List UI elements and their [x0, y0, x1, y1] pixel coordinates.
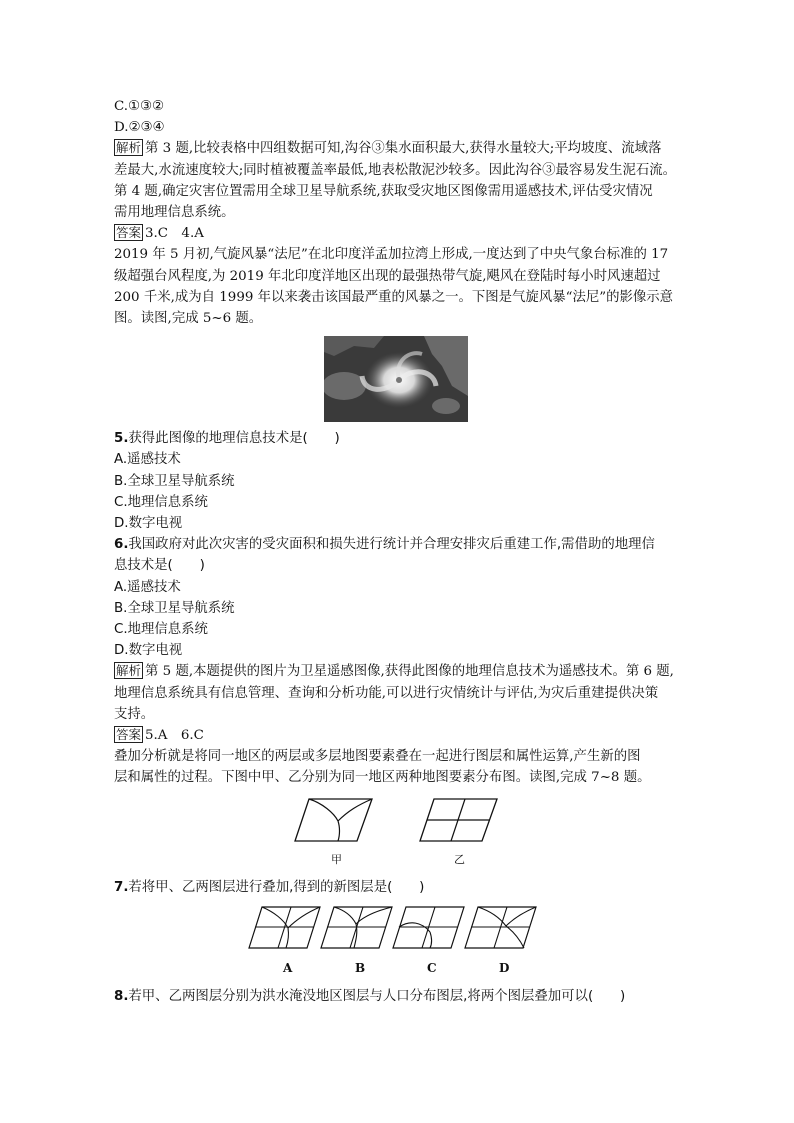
q5-option-b[interactable]: B.全球卫星导航系统: [114, 473, 235, 489]
q7-label-b: B: [355, 960, 366, 975]
q6-stem-line-2: 息技术是( ): [114, 558, 205, 574]
analysis-34-line-4: 需用地理信息系统。: [114, 205, 235, 221]
q7-label-a: A: [283, 960, 293, 975]
q7-label-d: D: [499, 960, 510, 975]
document-page: [114, 96, 694, 1007]
intro-56-line-3: 200 千米,成为自 1999 年以来袭击该国最严重的风暴之一。下图是气旋风暴“法尼”的影像示意: [114, 289, 674, 305]
q6-option-d[interactable]: D.数字电视: [114, 643, 183, 659]
intro-78-line-1: 叠加分析就是将同一地区的两层或多层地图要素叠在一起进行图层和属性运算,产生新的图: [114, 749, 641, 765]
analysis-34-line-3: 第 4 题,确定灾害位置需用全球卫星导航系统,获取受灾地区图像需用遥感技术,评估受灾情况: [114, 183, 653, 199]
q7-options-figures: [114, 904, 694, 984]
intro-78-line-2: 层和属性的过程。下图中甲、乙分别为同一地区两种地图要素分布图。读图,完成 7~8 题。: [114, 770, 651, 786]
label-yi: 乙: [454, 852, 465, 866]
q5-stem: 5.获得此图像的地理信息技术是( ): [114, 431, 340, 447]
q5-option-c[interactable]: C.地理信息系统: [114, 494, 208, 510]
analysis-56-line-1: 解析 第 5 题,本题提供的图片为卫星遥感图像,获得此图像的地理信息技术为遥感技术。第 6 题,: [116, 663, 674, 680]
answer-label: 答案: [116, 225, 142, 241]
intro-56-line-4: 图。读图,完成 5~6 题。: [114, 311, 263, 327]
layer-figures: [114, 797, 694, 873]
q7-option-d-diagram[interactable]: [464, 906, 538, 950]
analysis-56-line-3: 支持。: [114, 706, 155, 722]
q7-option-b-diagram[interactable]: [320, 906, 394, 950]
analysis-label: 解析: [116, 140, 142, 156]
option-c: C.①③②: [114, 99, 165, 114]
intro-56-line-1: 2019 年 5 月初,气旋风暴“法尼”在北印度洋孟加拉湾上形成,一度达到了中央气象台标准的 17: [114, 247, 669, 263]
q7-option-c-diagram[interactable]: [392, 906, 466, 950]
analysis-34-line-1: 解析 第 3 题,比较表格中四组数据可知,沟谷③集水面积最大,获得水量较大;平均坡度、流域落: [116, 140, 662, 157]
intro-56-line-2: 级超强台风程度,为 2019 年北印度洋地区出现的最强热带气旋,飓风在登陆时每小时风速超过: [114, 268, 661, 284]
q6-option-b[interactable]: B.全球卫星导航系统: [114, 600, 235, 616]
q5-option-d[interactable]: D.数字电视: [114, 516, 183, 532]
answer-56: 答案 5.A 6.C: [116, 727, 204, 744]
analysis-label: 解析: [116, 663, 142, 679]
answer-label: 答案: [116, 727, 142, 743]
q6-option-c[interactable]: C.地理信息系统: [114, 622, 208, 638]
layer-yi-diagram: [419, 797, 499, 843]
q7-stem: 7.若将甲、乙两图层进行叠加,得到的新图层是( ): [114, 879, 425, 895]
q7-option-a-diagram[interactable]: [248, 906, 322, 950]
analysis-34-line-2: 差最大,水流速度较大;同时植被覆盖率最低,地表松散泥沙较多。因此沟谷③最容易发生泥石流。: [114, 162, 677, 178]
q7-label-c: C: [427, 960, 437, 975]
layer-jia-diagram: [294, 797, 374, 843]
cyclone-satellite-image: [324, 336, 468, 422]
answer-34: 答案 3.C 4.A: [116, 225, 204, 242]
q6-stem-line-1: 6.我国政府对此次灾害的受灾面积和损失进行统计并合理安排灾后重建工作,需借助的地理信: [114, 537, 655, 553]
q5-option-a[interactable]: A.遥感技术: [114, 452, 181, 468]
label-jia: 甲: [331, 852, 342, 866]
analysis-56-line-2: 地理信息系统具有信息管理、查询和分析功能,可以进行灾情统计与评估,为灾后重建提供决策: [114, 685, 659, 701]
option-d: D.②③④: [114, 120, 165, 136]
q6-option-a[interactable]: A.遥感技术: [114, 579, 181, 595]
q8-stem: 8.若甲、乙两图层分别为洪水淹没地区图层与人口分布图层,将两个图层叠加可以( ): [114, 988, 626, 1004]
